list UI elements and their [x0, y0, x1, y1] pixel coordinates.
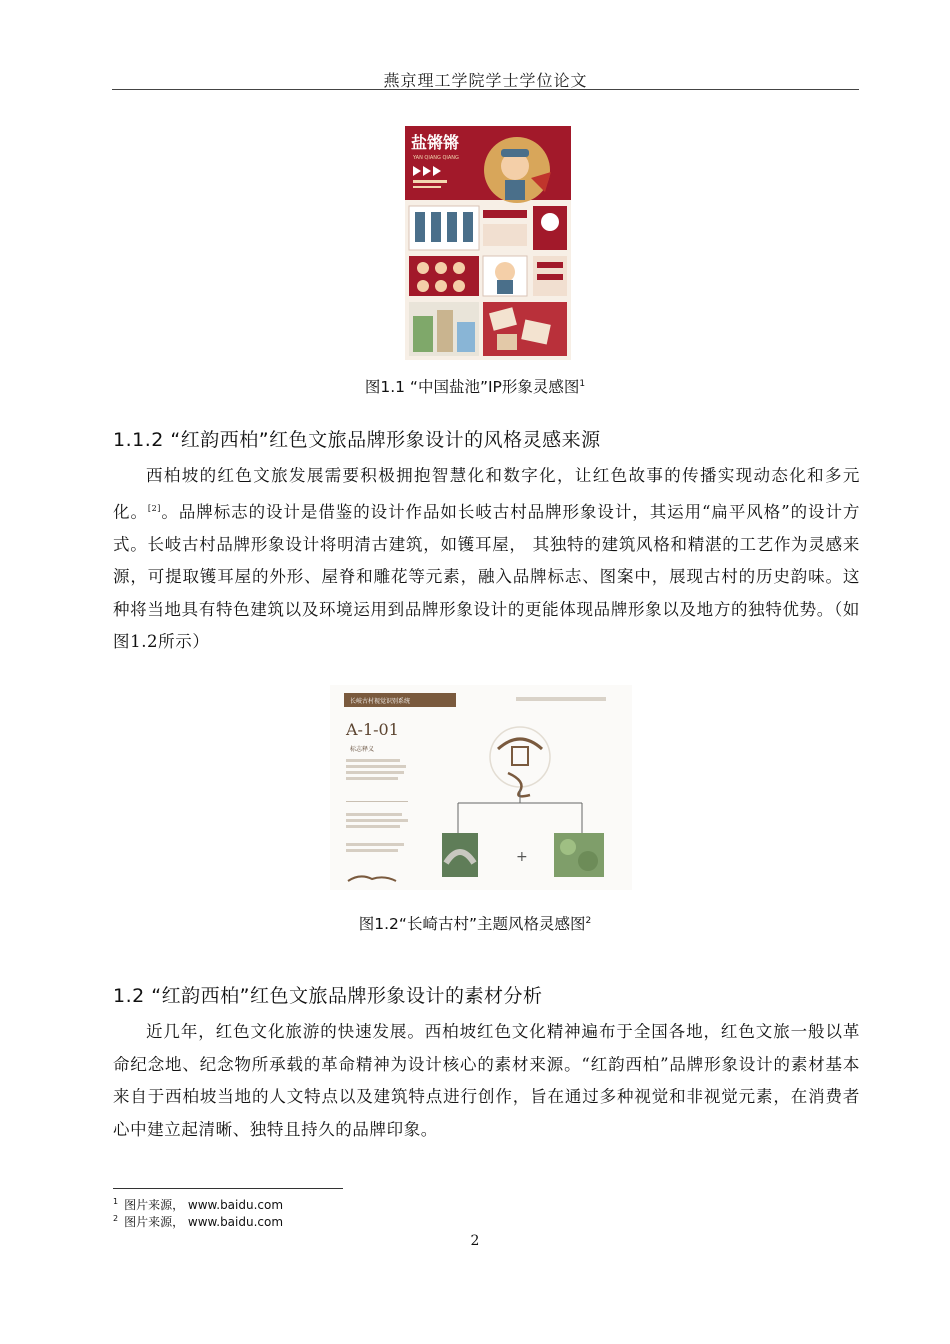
footnote-ref-1: 1: [579, 378, 586, 389]
section-1-1-2-paragraph: [113, 460, 860, 659]
section-heading-1-1-2: 1.1.2 “红韵西柏”红色文旅品牌形象设计的风格灵感来源: [113, 429, 601, 451]
page-number: 2: [470, 1233, 480, 1249]
vi-banner-title: 长岐古村视觉识别系统: [350, 698, 411, 705]
section-heading-1-2: 1.2 “红韵西柏”红色文旅品牌形象设计的素材分析: [113, 985, 543, 1007]
poster-subtitle: YAN QIANG QIANG: [413, 155, 459, 161]
footnote-ref-2: 2: [585, 915, 592, 926]
para-text-1: 西柏坡的红色文旅发展需要积极拥抱智慧化和数字化，让红色故事的传播实现动态化和多元化。: [113, 466, 860, 521]
header-rule: [112, 89, 859, 90]
citation-2: [2]: [147, 503, 162, 513]
vi-board-illustration: [330, 685, 632, 890]
footnote-1: [113, 1196, 283, 1213]
figure-1-2-caption-text: 图1.2“长崎古村”主题风格灵感图: [358, 915, 586, 933]
figure-1-2-caption: [0, 912, 950, 934]
vi-plus: +: [516, 849, 528, 865]
footnote-1-number: 1: [113, 1197, 119, 1206]
figure-1-1-caption: [0, 375, 950, 397]
footnote-2: [113, 1213, 283, 1230]
section-1-2-paragraph: [113, 1016, 860, 1146]
footnote-2-number: 2: [113, 1214, 119, 1223]
vi-label: 标志释义: [350, 746, 375, 753]
poster-title: 盐锵锵: [411, 133, 460, 152]
footnote-2-text: 图片来源， www.baidu.com: [124, 1215, 284, 1229]
footnote-rule: [113, 1188, 343, 1189]
figure-1-1-image: [405, 126, 571, 360]
section-1-2-text: 近几年，红色文化旅游的快速发展。西柏坡红色文化精神遍布于全国各地，红色文旅一般以革命纪念地、纪念物所承载的革命精神为设计核心的素材来源。“红韵西柏”品牌形象设计的素材基本来自于西柏坡当地的人文特点以及建筑特点进行创作，旨在通过多种视觉和非视觉元素，在消费者心中建立起清晰、独特且持久的品牌印象。: [113, 1022, 860, 1139]
footnote-1-text: 图片来源， www.baidu.com: [124, 1198, 284, 1212]
figure-1-2-image: [330, 685, 632, 890]
para-text-2: 。品牌标志的设计是借鉴的设计作品如长岐古村品牌形象设计，其运用“扁平风格”的设计方式。长岐古村品牌形象设计将明清古建筑，如镬耳屋， 其独特的建筑风格和精湛的工艺作为灵感来源，可提取镬耳屋的外形、屋脊和雕花等元素，融入品牌标志、图案中，展现古村的历史韵味。这种将当地具有特色建筑以及环境运用到品牌形象设计的更能体现品牌形象以及地方的独特优势。（如图1.2所示）: [113, 502, 860, 651]
ip-poster-illustration: [405, 126, 571, 360]
vi-code: A-1-01: [346, 720, 399, 739]
running-header: 燕京理工学院学士学位论文: [383, 71, 588, 90]
figure-1-1-caption-text: 图1.1 “中国盐池”IP形象灵感图: [364, 378, 580, 396]
